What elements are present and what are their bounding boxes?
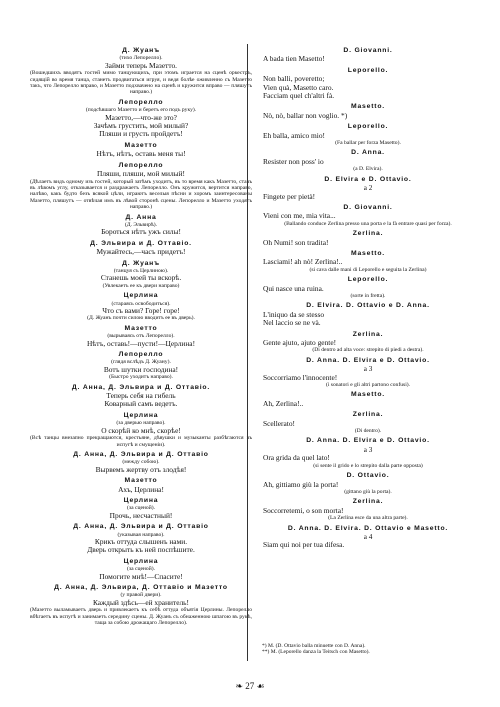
stage-direction: (танцуя съ Церлиною).: [113, 267, 169, 274]
speaker-name: Лепорелло: [118, 161, 164, 169]
speaker-name: Мазетто: [124, 477, 158, 485]
sung-line: Дверь открыть къ ней поспѣшите.: [87, 545, 195, 555]
sung-line: Вотъ шутки господина!: [103, 364, 179, 374]
sung-line: Пляши и грусть пройдетъ!: [99, 129, 183, 139]
sung-line: Каждый здѣсь—ей хранитель!: [92, 597, 190, 607]
speaker-name: Д. Анна, Д. Эльвира и Д. Оттавіо: [73, 450, 209, 458]
speaker-name: D. Giovanni.: [343, 47, 393, 54]
stage-direction: (si cava dalle mani di Leporello e seguita la Zerlina): [309, 266, 427, 273]
sung-line: Scellerato!: [263, 418, 296, 428]
sung-line: Oh Numi! son tradita!: [263, 237, 329, 247]
stage-direction: (за дверью направо).: [116, 420, 166, 427]
footnote: **) M. (Leporello danza la Teitsch con Masetto).: [262, 649, 370, 656]
stage-direction: (Увлекаетъ ее къ двери направо): [102, 282, 180, 289]
stage-direction: (Быстро уходитъ направо).: [109, 374, 173, 381]
stage-direction: (указывая направо).: [117, 531, 165, 538]
speaker-name: Д. Анна, Д. Эльвира и Д. Оттавіо.: [71, 383, 211, 391]
stage-direction: (Ballando conduce Zerlina presso una porta e la fà entrare quasi per forza).: [284, 220, 452, 227]
speaker-name: D. Elvira. D. Ottavio e D. Anna.: [306, 302, 430, 310]
sung-line: Бороться нѣтъ ужъ силы!: [101, 227, 181, 237]
footnotes: [262, 643, 472, 656]
stage-direction: (gittano giù la porta).: [344, 488, 392, 495]
speaker-name: Церлина: [123, 292, 159, 300]
sung-line: Прочь, несчастный!: [109, 510, 173, 520]
sung-line: Ah, Zerlina!..: [263, 398, 304, 408]
speaker-name: Zerlina.: [352, 498, 384, 506]
speaker-name: Zerlina.: [352, 411, 384, 419]
speaker-name: D. Ottavio.: [346, 472, 390, 480]
stage-direction: (подсѣвшаго Мазетто и беретъ его подъ руку).: [85, 107, 197, 114]
sung-line: Gente ajuto, ajuto gente!: [263, 338, 337, 347]
sung-line: Займи теперь Мазетто.: [104, 60, 178, 70]
speaker-name: Masetto.: [351, 249, 385, 257]
sung-line: Что съ вами? Горе! горе!: [102, 306, 180, 315]
speaker-name: Церлина: [123, 496, 159, 504]
speaker-name: Д. Анна, Д. Эльвира, Д. Оттавіо и Мазетто: [54, 584, 228, 591]
sung-line: Nel laccio se ne và.: [263, 318, 321, 328]
stage-direction: (глядя вслѣдъ Д. Жуану).: [111, 359, 171, 366]
stage-direction: (Дѣлаетъ видъ одному изъ гостей, который затѣмъ уходитъ, въ то время какъ Мазетто, ставъ въ лѣвомъ углу, отказывается и раздражаетъ Лепорелло. Онъ кружится, вертится направо, налѣво, какъ будто безъ всякой цѣли, играютъ веселыя пѣсни и хоромъ заинтересованы Мазетто, пляшутъ — отвѣчая имъ въ лѣвой сторонѣ сцены. Лепорелло и Мазетто уходятъ направо.): [30, 178, 252, 211]
speaker-name: Д. Анна, Д. Эльвира и Д. Оттавіо: [73, 523, 209, 531]
stage-direction: (за сценой).: [127, 505, 155, 512]
sung-line: Soccorretemi, o son morta!: [263, 505, 344, 515]
sung-line: Lasciami! ah nò! Zerlina!..: [263, 257, 343, 267]
speaker-name: Leporello.: [347, 276, 389, 284]
page-number-value: 27: [245, 681, 255, 691]
speaker-name: Д. Жуанъ: [122, 259, 160, 267]
speaker-name: Leporello.: [347, 123, 389, 131]
sung-line: Нѣтъ, нѣтъ, оставь меня ты!: [96, 149, 186, 159]
sung-line: Ah, gittiamo giù la porta!: [263, 479, 339, 489]
sung-line: Мазетто,—что-же это?: [105, 112, 177, 122]
speaker-name: D. Anna. D. Elvira. D. Ottavio e Masetto.: [287, 524, 449, 532]
sung-line: О скорѣй ко мнѣ, скорѣе!: [101, 425, 181, 435]
speaker-name: Zerlina.: [352, 230, 384, 238]
stage-direction: (Вошедшихъ вводятъ гостей мимо танцующихъ, при этомъ играется на сценѣ оркестръ, сидящій во время танца, станетъ продвигаться игруя, и ведя болѣе оживленно съ Мазетто такъ, что Лепорелло вправо, и Мазетто подхвачено на сценѣ и кружится вправо — пляшутъ направо.): [30, 70, 252, 96]
stage-direction: (La Zerlina esce da una altra parte).: [328, 515, 408, 522]
stage-direction: (Д. Жуанъ почти силою вводитъ ее въ дверь).: [87, 315, 195, 322]
page-number: [0, 681, 500, 692]
sung-line: Siam qui noi per tua difesa.: [263, 540, 345, 550]
speaker-name: Лепорелло: [118, 98, 164, 106]
sung-line: Nò, nò, ballar non voglio. *): [263, 110, 348, 120]
sung-line: Станешь моей ты вскорѣ.: [100, 273, 182, 283]
speaker-name: Мазетто: [124, 324, 158, 332]
stage-direction: (у правой двери).: [120, 592, 162, 599]
footnote: *) M. (D. Ottavio balla minuette con D. Anna).: [262, 643, 366, 649]
stage-direction: (Всѣ танцы внезапно прекращаются, крестьяне, дѣвушки и музыканты разбѣгаются въ испугѣ и смущеніи).: [30, 435, 252, 448]
stage-direction: (i sonatori e gli altri partono confusi).: [325, 382, 411, 389]
sung-line: Мужайтесь,—часъ придетъ!: [96, 247, 186, 257]
sung-line: Facciam quel ch'altri fà.: [263, 91, 335, 101]
stage-direction: (Di dentro ad alta voce: strepito di piedi a destra).: [312, 347, 424, 354]
column-divider: [247, 44, 248, 661]
speaker-name: Церлина: [123, 557, 159, 565]
speaker-name: Лепорелло: [118, 351, 164, 359]
speaker-name: D. Anna. D. Elvira e D. Ottavio.: [306, 356, 430, 364]
stage-direction: (вырываясь отъ Лепорелло).: [107, 333, 175, 340]
stage-direction: (тихо Лепорелло).: [119, 55, 163, 62]
speaker-name: Masetto.: [351, 103, 385, 111]
stage-direction: (a D. Elvira).: [353, 166, 383, 173]
ensemble-marker: a 3: [363, 445, 373, 454]
folio-ornament-right: ☙: [256, 681, 265, 691]
italian-text-column: [257, 44, 479, 550]
sung-line: Vieni con me, mia vita...: [263, 211, 336, 221]
speaker-name: D. Elvira e D. Ottavio.: [324, 175, 412, 183]
sung-line: Теперь себя на гибель: [106, 391, 176, 401]
sung-line: Зачѣмъ грустить, мой милый?: [93, 121, 189, 131]
speaker-name: Д. Жуанъ: [122, 47, 160, 54]
speaker-name: D. Anna. D. Elvira e D. Ottavio.: [306, 437, 430, 445]
sung-line: Ora grida da quel lato!: [263, 453, 330, 463]
speaker-name: Д. Эльвира и Д. Оттавіо.: [90, 239, 192, 247]
sung-line: Eh balla, amico mio!: [263, 130, 325, 140]
sung-line: Крикъ оттуда слышенъ нами.: [94, 536, 188, 546]
speaker-name: Мазетто: [124, 141, 158, 149]
stage-direction: (Мазетто выламываетъ дверь и привлекаетъ къ себѣ оттуда объятія Церлины. Лепорелло вбѣгаетъ въ испугѣ и занимаетъ середину сцены. Д. Жуанъ съ обнаженною шпагою въ рукѣ, таща за собою дрожащаго Лепорелло).: [30, 607, 252, 627]
russian-text-column: [30, 44, 252, 626]
ensemble-marker: a 4: [363, 532, 373, 541]
ensemble-marker: a 2: [363, 184, 373, 193]
sung-line: Resister non poss' io: [263, 156, 324, 166]
speaker-name: Zerlina.: [352, 330, 384, 338]
ensemble-marker: a 3: [363, 365, 373, 374]
speaker-name: Д. Анна: [125, 213, 157, 221]
sung-line: Вырвемъ жертву отъ злодѣя!: [95, 464, 187, 474]
stage-direction: (за сценой).: [127, 566, 155, 573]
stage-direction: (Di dentro).: [354, 428, 382, 435]
sung-line: L'iniquo da se stesso: [263, 309, 325, 319]
stage-direction: (Д. Эльвирѣ).: [124, 221, 158, 228]
speaker-name: Masetto.: [351, 391, 385, 399]
folio-ornament-left: ❧: [235, 681, 243, 691]
speaker-name: Leporello.: [347, 66, 389, 74]
sung-line: Non balli, poveretto;: [263, 74, 325, 84]
sung-line: Fingete per pietà!: [263, 191, 316, 201]
speaker-name: Церлина: [123, 411, 159, 419]
sung-line: Нѣтъ, оставь!—пусти!—Церлина!: [86, 338, 196, 348]
sung-line: Коварный самъ ведетъ.: [104, 399, 178, 409]
sung-line: A bada tien Masetto!: [263, 54, 325, 64]
stage-direction: (Fa ballar per forza Masetto).: [335, 140, 401, 147]
speaker-name: D. Giovanni.: [343, 203, 393, 211]
sung-line: Soccorriamo l'innocente!: [263, 372, 338, 382]
sung-line: Пляши, пляши, мой милый!: [96, 169, 186, 179]
stage-direction: (между собою).: [122, 459, 160, 466]
sung-line: Qui nasce una ruina.: [263, 283, 324, 293]
sung-line: Помогите мнѣ!—Спасите!: [99, 571, 183, 581]
sung-line: Ахъ, Церлина!: [118, 484, 164, 494]
speaker-name: D. Anna.: [351, 149, 385, 157]
stage-direction: (sorte in fretta).: [350, 292, 386, 299]
stage-direction: (стараясь освободиться).: [111, 300, 171, 307]
stage-direction: (si sente il grido e lo strepito dalla parte opposta): [313, 462, 423, 469]
sung-line: Vien quà, Masetto caro.: [263, 82, 334, 92]
